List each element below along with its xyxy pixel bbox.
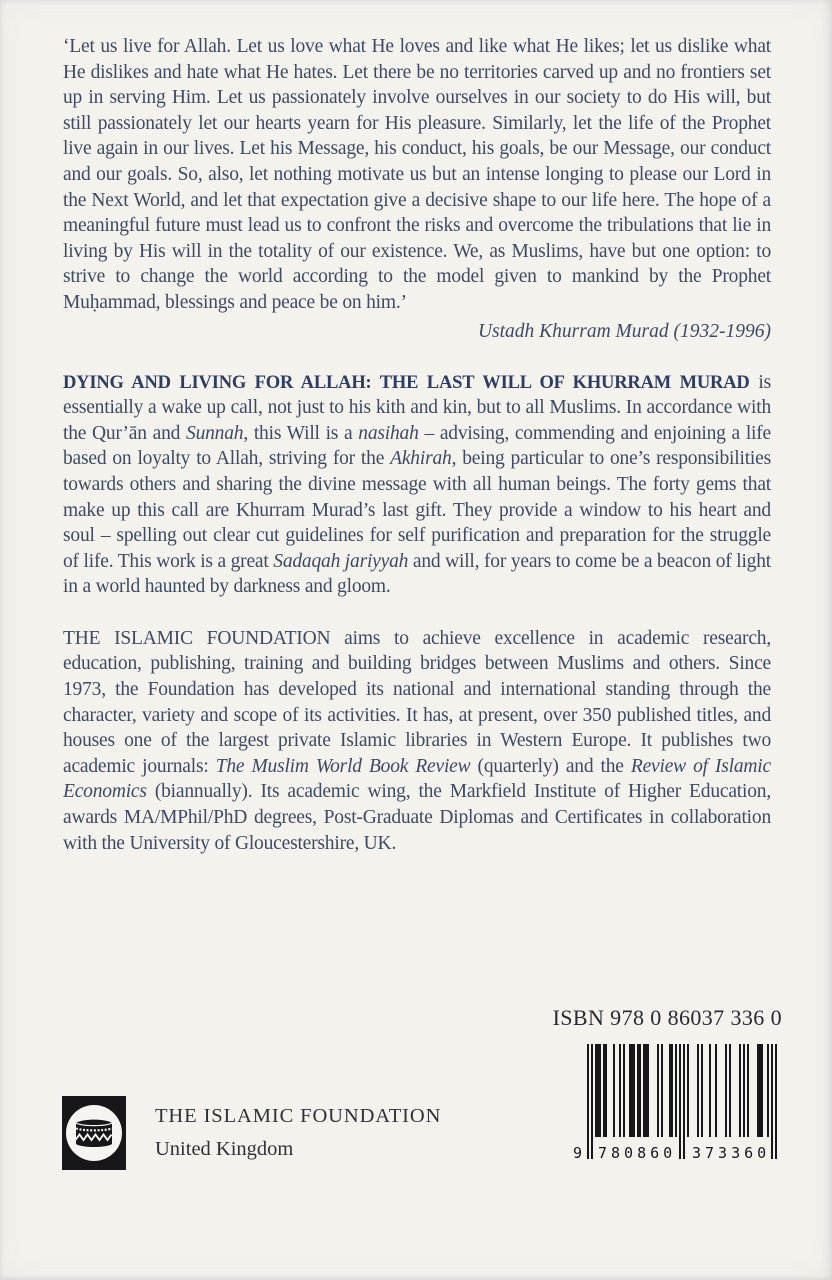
barcode-digits-right-group: 373360 [692, 1144, 771, 1162]
publisher-text [155, 1105, 441, 1161]
barcode-digits-left-group: 780860 [598, 1144, 677, 1162]
barcode-bars [587, 1044, 777, 1160]
quote-paragraph: ‘Let us live for Allah. Let us love what He loves and like what He likes; let us dislike what He dislikes and hate what He hates. Let there be no territories carved up and no frontiers set up in serving Him. Let us passionately involve ourselves in our society to do His will, but still passionately let our hearts yearn for His pleasure. Similarly, let the life of the Prophet live again in our lives. Let his Message, his conduct, his goals, be our Message, our conduct and our goals. So, also, let nothing motivate us but an intense longing to please our Lord in the Next World, and let that expectation give a decisive shape to our life here. The hope of a meaningful future must lead us to confront the risks and overcome the tribulations that lie in living by His will in the totality of our existence. We, as Muslims, have but one option: to strive to change the world according to the model given to mankind by the Prophet Muḥammad, blessings and peace be on him.’ [63, 36, 771, 313]
kaaba-logo-icon [62, 1096, 126, 1170]
isbn-label: ISBN 978 0 86037 336 0 [552, 1005, 782, 1030]
publisher-block [62, 1096, 441, 1170]
publisher-country: United Kingdom [155, 1138, 294, 1160]
publisher-name: THE ISLAMIC FOUNDATION [155, 1105, 442, 1127]
ean-barcode [573, 1044, 777, 1162]
back-cover-text-column [63, 34, 771, 856]
book-blurb-paragraph: DYING AND LIVING FOR ALLAH: THE LAST WILL OF KHURRAM MURAD is essentially a wake up call, not just to his kith and kin, but to all Muslims. In accordance with the Qur’ān and Sunnah, this Will is a nasihah – advising, commending and enjoining a life based on loyalty to Allah, striving for the Akhirah, being particular to one’s responsibilities towards others and sharing the divine message with all human beings. The forty gems that make up this call are Khurram Murad’s last gift. They provide a window to his heart and soul – spelling out clear cut guidelines for self purification and preparation for the struggle of life. This work is a great Sadaqah jariyyah and will, for years to come be a beacon of light in a world haunted by darkness and gloom. [63, 371, 772, 598]
foundation-description-paragraph: THE ISLAMIC FOUNDATION aims to achieve excellence in academic research, education, publishing, training and building bridges between Muslims and others. Since 1973, the Foundation has developed its national and international standing through the character, variety and scope of its activities. It has, at present, over 350 published titles, and houses one of the largest private Islamic libraries in Western Europe. It publishes two academic journals: The Muslim World Book Review (quarterly) and the Review of Islamic Economics (biannually). Its academic wing, the Markfield Institute of Higher Education, awards MA/MPhil/PhD degrees, Post-Graduate Diplomas and Certificates in collaboration with the University of Gloucestershire, UK. [63, 627, 771, 854]
quote-attribution: Ustadh Khurram Murad (1932-1996) [477, 320, 771, 342]
barcode-digit-first: 9 [573, 1144, 583, 1162]
